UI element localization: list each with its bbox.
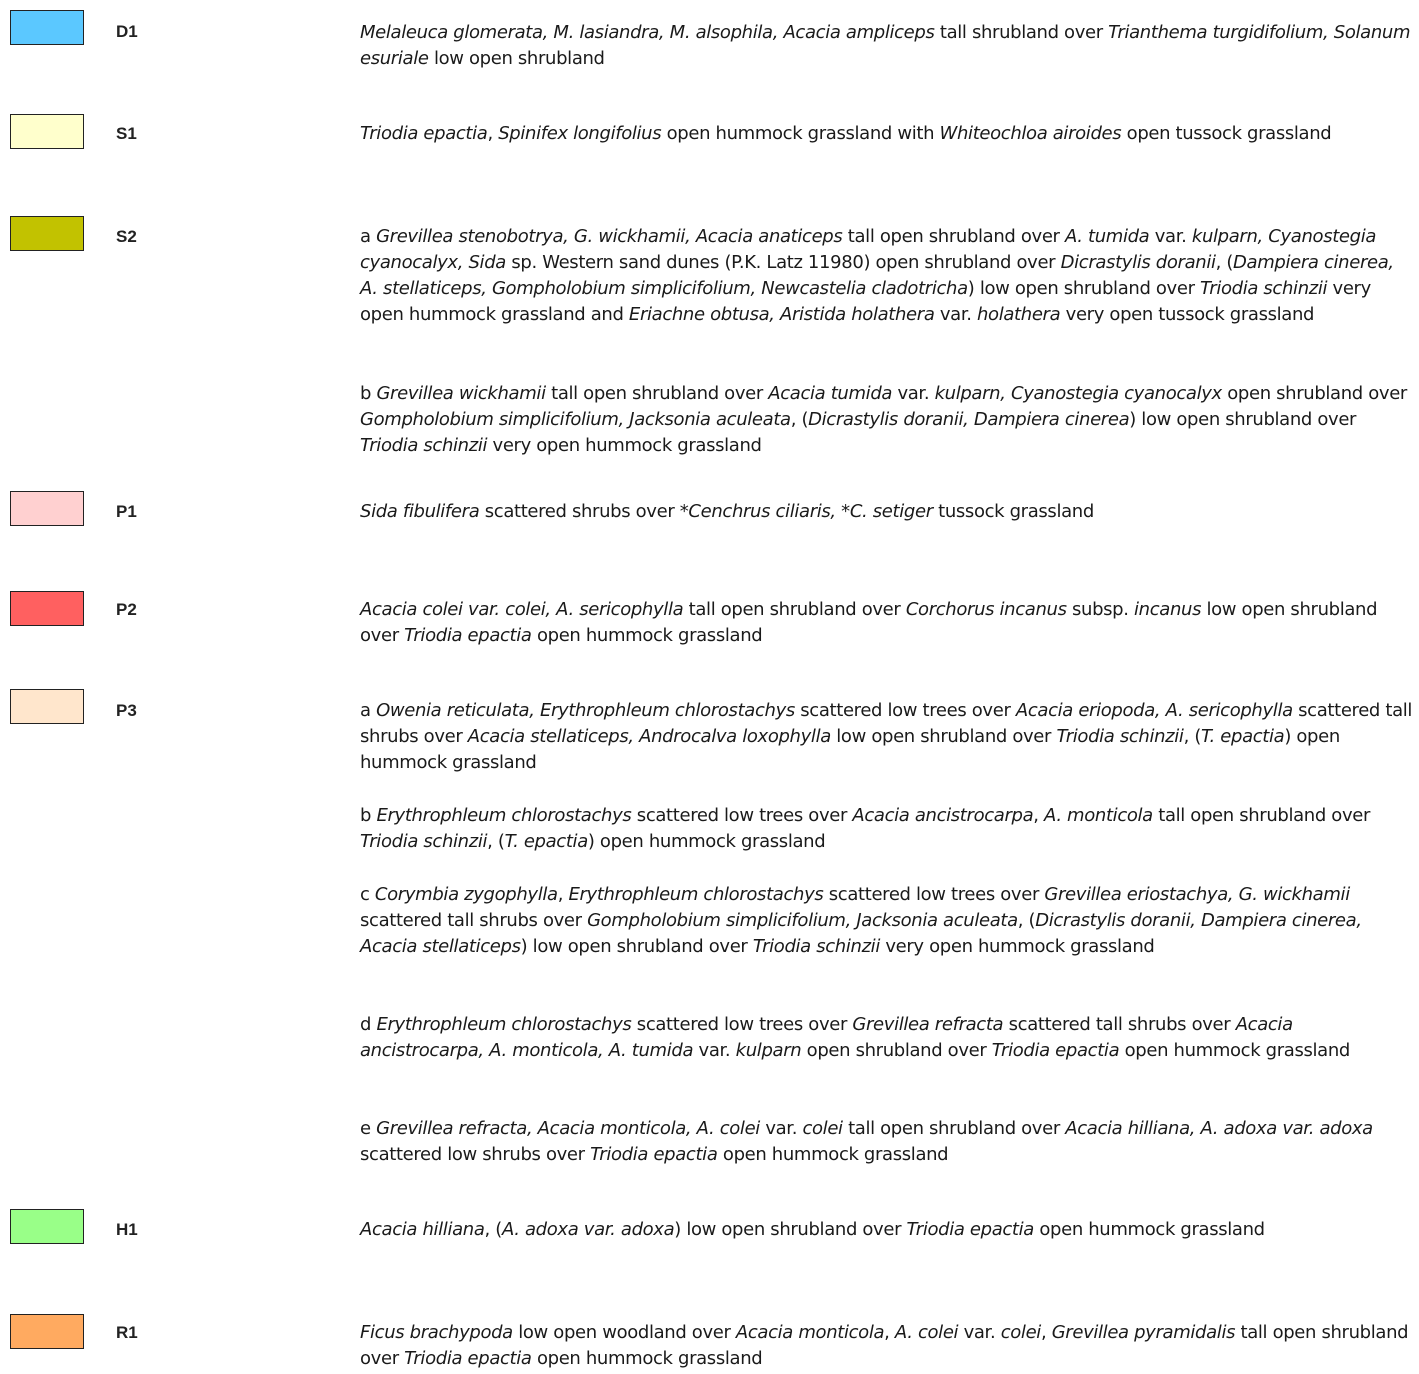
code-p2: P2 (116, 600, 137, 619)
code-s2: S2 (116, 227, 137, 246)
description-p3c: c Corymbia zygophylla, Erythrophleum chlorostachys scattered low trees over Grevillea eriostachya, G. wickhamii scattered tall shrubs over Gompholobium simplicifolium, Jacksonia aculeata, (Dicrastylis doranii, Dampiera cinerea, Acacia stellaticeps) low open shrubland over Triodia schinzii very open hummock grassland (360, 884, 1362, 957)
code-r1: R1 (116, 1323, 138, 1342)
code-d1: D1 (116, 22, 138, 41)
description-p1: Sida fibulifera scattered shrubs over *Cenchrus ciliaris, *C. setiger tussock grassland (360, 501, 1094, 522)
description-r1: Ficus brachypoda low open woodland over Acacia monticola, A. colei var. colei, Grevillea pyramidalis tall open shrubland over Triodia epactia open hummock grassland (360, 1322, 1409, 1369)
code-s1: S1 (116, 124, 137, 143)
description-p3a: a Owenia reticulata, Erythrophleum chlorostachys scattered low trees over Acacia eriopoda, A. sericophylla scattered tall shrubs over Acacia stellaticeps, Androcalva loxophylla low open shrubland over Triodia schinzii, (T. epactia) open hummock grassland (360, 700, 1413, 773)
description-p3d: d Erythrophleum chlorostachys scattered low trees over Grevillea refracta scattered tall shrubs over Acacia ancistrocarpa, A. monticola, A. tumida var. kulparn open shrubland over Triodia epactia open hummock grassland (360, 1014, 1350, 1061)
description-p2: Acacia colei var. colei, A. sericophylla tall open shrubland over Corchorus incanus subsp. incanus low open shrubland over Triodia epactia open hummock grassland (360, 599, 1378, 646)
description-p3e: e Grevillea refracta, Acacia monticola, A. colei var. colei tall open shrubland over Acacia hilliana, A. adoxa var. adoxa scattered low shrubs over Triodia epactia open hummock grassland (360, 1118, 1373, 1165)
swatch-s1 (10, 114, 84, 149)
description-p3b: b Erythrophleum chlorostachys scattered low trees over Acacia ancistrocarpa, A. monticola tall open shrubland over Triodia schinzii, (T. epactia) open hummock grassland (360, 805, 1371, 852)
code-p3: P3 (116, 701, 137, 720)
code-p1: P1 (116, 502, 137, 521)
code-h1: H1 (116, 1220, 138, 1239)
description-h1: Acacia hilliana, (A. adoxa var. adoxa) low open shrubland over Triodia epactia open hummock grassland (360, 1219, 1265, 1240)
swatch-p1 (10, 491, 84, 526)
swatch-p3 (10, 689, 84, 724)
swatch-d1 (10, 10, 84, 45)
description-s1: Triodia epactia, Spinifex longifolius open hummock grassland with Whiteochloa airoides open tussock grassland (360, 123, 1332, 144)
description-s2a: a Grevillea stenobotrya, G. wickhamii, Acacia anaticeps tall open shrubland over A. tumida var. kulparn, Cyanostegia cyanocalyx, Sida sp. Western sand dunes (P.K. Latz 11980) open shrubland over Dicrastylis doranii, (Dampiera cinerea, A. stellaticeps, Gompholobium simplicifolium, Newcastelia cladotricha) low open shrubland over Triodia schinzii very open hummock grassland and Eriachne obtusa, Aristida holathera var. holathera very open tussock grassland (360, 226, 1394, 325)
swatch-r1 (10, 1314, 84, 1349)
swatch-h1 (10, 1209, 84, 1244)
swatch-p2 (10, 591, 84, 626)
swatch-s2 (10, 216, 84, 251)
description-s2b: b Grevillea wickhamii tall open shrubland over Acacia tumida var. kulparn, Cyanostegia cyanocalyx open shrubland over Gompholobium simplicifolium, Jacksonia aculeata, (Dicrastylis doranii, Dampiera cinerea) low open shrubland over Triodia schinzii very open hummock grassland (360, 383, 1407, 456)
description-d1: Melaleuca glomerata, M. lasiandra, M. alsophila, Acacia ampliceps tall shrubland over Trianthema turgidifolium, Solanum esuriale low open shrubland (360, 22, 1411, 69)
